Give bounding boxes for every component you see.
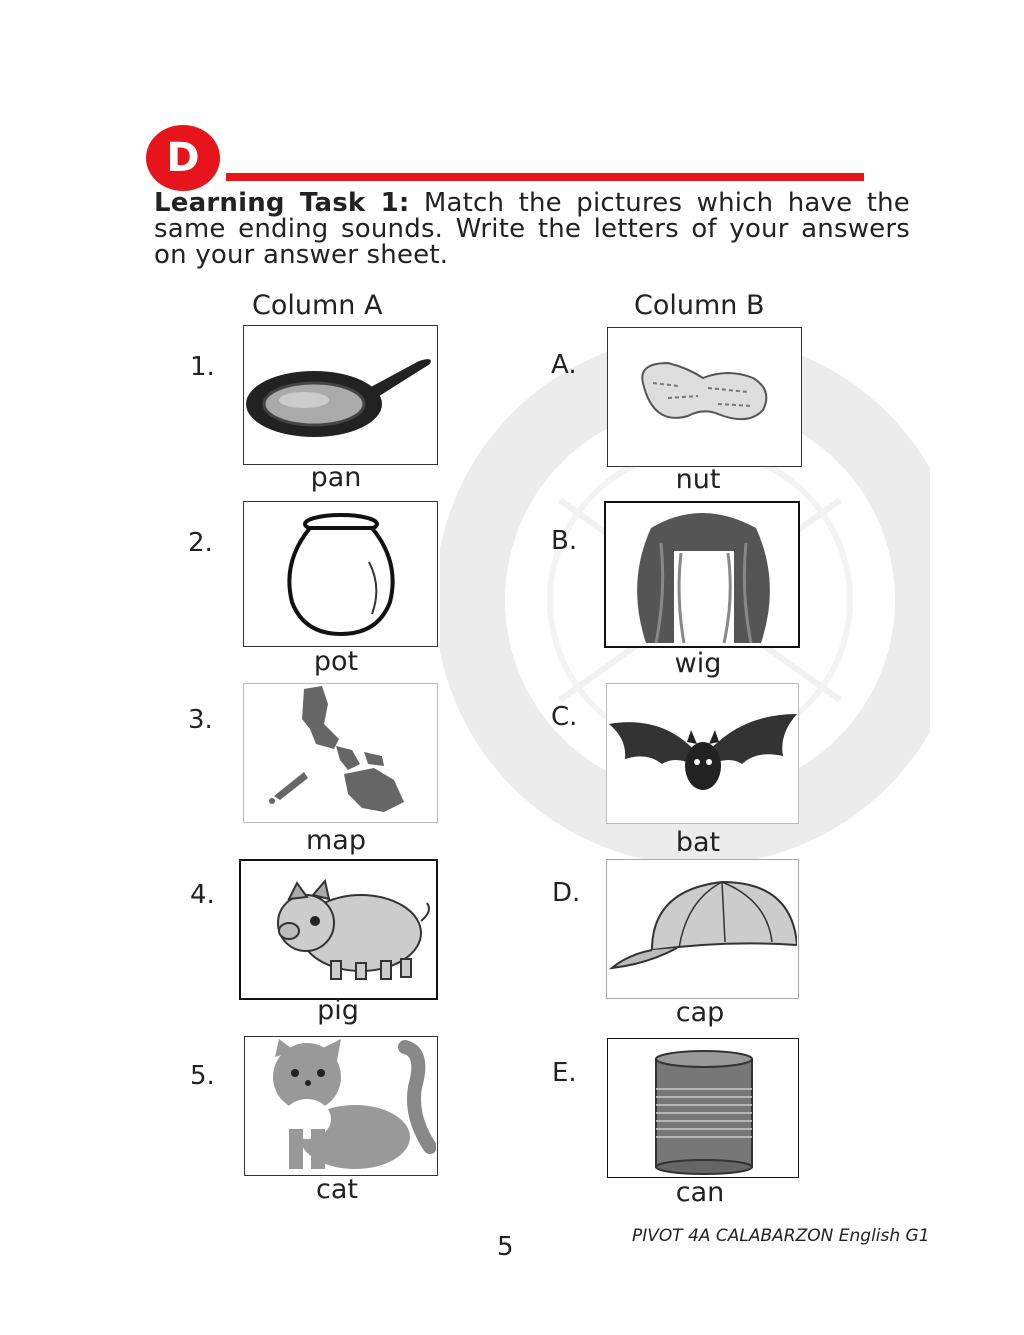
bat-picture xyxy=(606,683,799,824)
word-wig: wig xyxy=(674,648,722,679)
item-letter: C. xyxy=(551,702,578,732)
frying-pan-picture xyxy=(243,325,438,465)
tin-can-picture xyxy=(607,1038,799,1178)
cap-picture xyxy=(606,859,799,999)
section-badge: D xyxy=(146,125,220,191)
task-instructions xyxy=(154,190,910,268)
word-bat: bat xyxy=(675,827,721,858)
bat-icon xyxy=(607,684,797,822)
word-map: map xyxy=(306,825,366,856)
page-number: 5 xyxy=(497,1232,514,1262)
item-number: 1. xyxy=(190,352,215,382)
word-nut: nut xyxy=(675,464,721,495)
word-cat: cat xyxy=(316,1174,358,1205)
column-a-title: Column A xyxy=(252,290,383,321)
item-number: 5. xyxy=(190,1061,215,1091)
peanut-picture xyxy=(607,327,802,467)
wig-icon xyxy=(606,503,798,646)
cat-icon xyxy=(245,1037,436,1174)
pig-picture xyxy=(239,859,438,1000)
item-number: 3. xyxy=(188,705,213,735)
cap-icon xyxy=(607,860,797,997)
item-letter: E. xyxy=(552,1058,577,1088)
clay-pot-picture xyxy=(243,501,438,647)
frying-pan-icon xyxy=(244,326,436,463)
word-can: can xyxy=(675,1177,725,1208)
header-rule xyxy=(226,173,864,181)
task-text: Match the pictures which have the same ending sounds. Write the letters of your answers on your answer sheet. xyxy=(154,188,910,270)
footer-source: PIVOT 4A CALABARZON English G1 xyxy=(632,1226,930,1246)
task-label: Learning Task 1: xyxy=(154,188,410,218)
peanut-icon xyxy=(608,328,800,465)
clay-pot-icon xyxy=(244,502,436,645)
column-b-title: Column B xyxy=(634,290,765,321)
wig-picture xyxy=(604,501,800,648)
word-pig: pig xyxy=(317,995,359,1026)
cat-picture xyxy=(244,1036,438,1176)
item-letter: B. xyxy=(551,526,578,556)
item-number: 2. xyxy=(188,528,213,558)
word-cap: cap xyxy=(675,997,725,1028)
philippines-map-icon xyxy=(244,684,436,821)
item-letter: D. xyxy=(552,878,581,908)
word-pot: pot xyxy=(313,646,359,677)
tin-can-icon xyxy=(608,1039,797,1176)
item-letter: A. xyxy=(551,350,577,380)
word-pan: pan xyxy=(310,462,362,493)
map-picture xyxy=(243,683,438,823)
item-number: 4. xyxy=(190,880,215,910)
pig-icon xyxy=(241,861,436,998)
